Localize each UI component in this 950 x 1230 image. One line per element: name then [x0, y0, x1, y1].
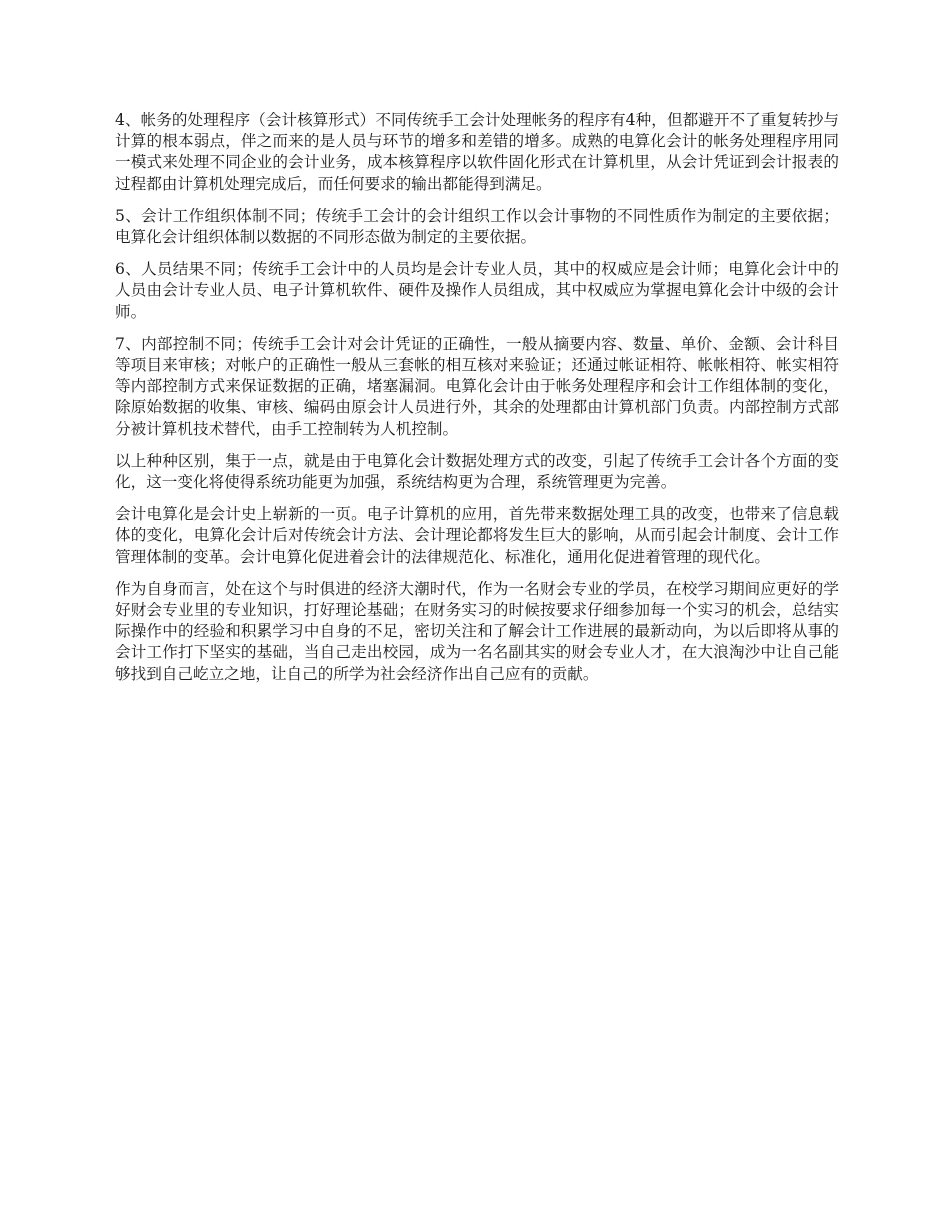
paragraph-computerization: 会计电算化是会计史上崭新的一页。电子计算机的应用，首先带来数据处理工具的改变，也带来了信息载体的变化，电算化会计后对传统会计方法、会计理论都将发生巨大的影响，从而引起会计制度、会计工作管理体制的变革。会计电算化促进着会计的法律规范化、标准化，通用化促进着管理的现代化。 [115, 505, 839, 566]
paragraph-personal-outlook: 作为自身而言，处在这个与时俱进的经济大潮时代，作为一名财会专业的学员，在校学习期间应更好的学好财会专业里的专业知识，打好理论基础；在财务实习的时候按要求仔细参加每一个实习的机会，总结实际操作中的经验和积累学习中自身的不足，密切关注和了解会计工作进展的最新动向，为以后即将从事的会计工作打下坚实的基础，当自己走出校园，成为一名名副其实的财会专业人才，在大浪淘沙中让自己能够找到自己屹立之地，让自己的所学为社会经济作出自己应有的贡献。 [115, 579, 839, 683]
paragraph-item-4-bookkeeping: 4、帐务的处理程序（会计核算形式）不同传统手工会计处理帐务的程序有4种，但都避开不了重复转抄与计算的根本弱点，伴之而来的是人员与环节的增多和差错的增多。成熟的电算化会计的帐务处理程序用同一模式来处理不同企业的会计业务，成本核算程序以软件固化形式在计算机里，从会计凭证到会计报表的过程都由计算机处理完成后，而任何要求的输出都能得到满足。 [115, 111, 839, 193]
paragraph-item-7-internal-control: 7、内部控制不同；传统手工会计对会计凭证的正确性，一般从摘要内容、数量、单价、金额、会计科目等项目来审核；对帐户的正确性一般从三套帐的相互核对来验证；还通过帐证相符、帐帐相符、帐实相符等内部控制方式来保证数据的正确，堵塞漏洞。电算化会计由于帐务处理程序和会计工作组体制的变化，除原始数据的收集、审核、编码由原会计人员进行外，其余的处理都由计算机部门负责。内部控制方式部分被计算机技术替代，由手工控制转为人机控制。 [115, 334, 839, 438]
document-body [115, 110, 839, 696]
paragraph-item-5-organization: 5、会计工作组织体制不同；传统手工会计的会计组织工作以会计事物的不同性质作为制定的主要依据；电算化会计组织体制以数据的不同形态做为制定的主要依据。 [115, 206, 839, 247]
paragraph-item-6-personnel: 6、人员结果不同；传统手工会计中的人员均是会计专业人员，其中的权威应是会计师；电算化会计中的人员由会计专业人员、电子计算机软件、硬件及操作人员组成，其中权威应为掌握电算化会计中级的会计师。 [115, 260, 839, 321]
paragraph-summary: 以上种种区别，集于一点，就是由于电算化会计数据处理方式的改变，引起了传统手工会计各个方面的变化，这一变化将使得系统功能更为加强，系统结构更为合理，系统管理更为完善。 [115, 451, 839, 492]
